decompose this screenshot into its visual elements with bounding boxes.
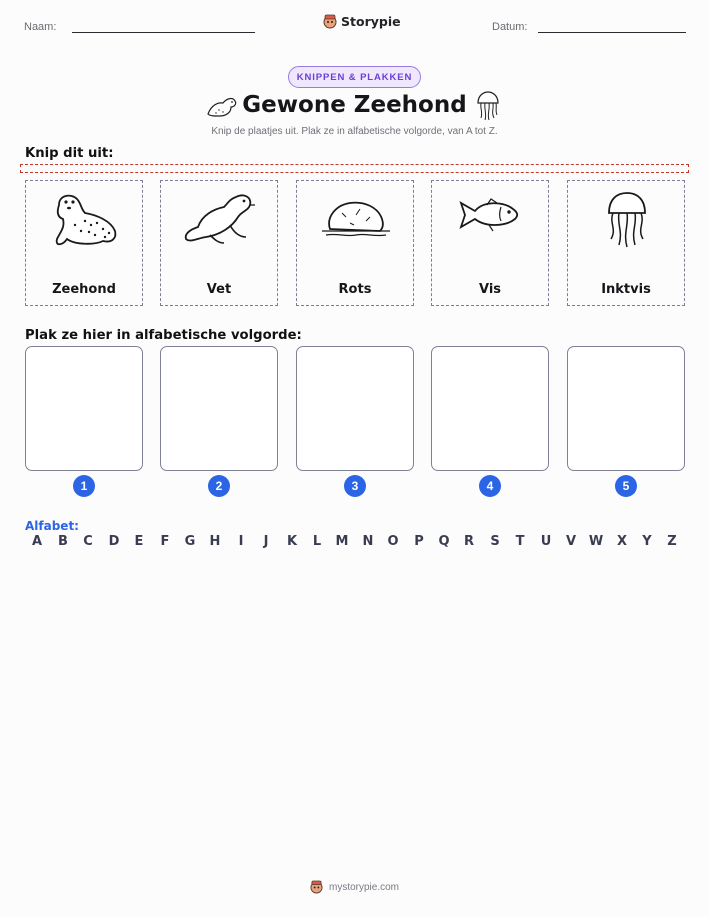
cut-card-rots[interactable]: [296, 180, 414, 306]
cut-heading: Knip dit uit:: [25, 146, 114, 161]
slot-number-1: 1: [73, 475, 95, 497]
card-label-inktvis: Inktvis: [601, 282, 651, 297]
alphabet-letter: T: [515, 534, 525, 549]
fish-icon: [451, 187, 531, 249]
alphabet-letter: W: [588, 534, 604, 549]
alphabet-letter: A: [31, 534, 43, 549]
alphabet-letter: K: [286, 534, 298, 549]
footer: [0, 880, 709, 894]
name-label: Naam:: [24, 21, 57, 33]
alphabet-letter: O: [387, 534, 399, 549]
paste-slot-2[interactable]: [160, 346, 278, 471]
alphabet-letter: H: [209, 534, 221, 549]
alphabet-letter: Z: [667, 534, 677, 549]
card-label-vet: Vet: [206, 282, 232, 297]
alphabet-letter: R: [463, 534, 474, 549]
cut-card-vet[interactable]: [160, 180, 278, 306]
cut-card-inktvis[interactable]: [567, 180, 685, 306]
alphabet-letter: U: [540, 534, 552, 549]
card-label-vis: Vis: [478, 282, 502, 297]
slot-number-2: 2: [208, 475, 230, 497]
paste-heading: Plak ze hier in alfabetische volgorde:: [25, 328, 302, 343]
storypie-mascot-icon: [323, 14, 337, 29]
activity-badge: KNIPPEN & PLAKKEN: [288, 66, 421, 88]
cut-card-vis[interactable]: [431, 180, 549, 306]
alphabet-letter: E: [134, 534, 144, 549]
card-label-zeehond: Zeehond: [52, 282, 116, 297]
alphabet-letter: X: [616, 534, 628, 549]
alphabet-letter: B: [58, 534, 68, 549]
paste-slot-3[interactable]: [296, 346, 414, 471]
seal-icon: [45, 187, 125, 249]
jellyfish-icon: [474, 90, 502, 122]
alphabet-letter: G: [184, 534, 196, 549]
cut-line: [20, 164, 689, 173]
rock-icon: [316, 187, 396, 249]
slot-number-5: 5: [615, 475, 637, 497]
slot-number-4: 4: [479, 475, 501, 497]
instructions: Knip de plaatjes uit. Plak ze in alfabetische volgorde, van A tot Z.: [211, 126, 498, 137]
alphabet-letter: F: [160, 534, 170, 549]
alphabet-letter: I: [238, 534, 244, 549]
brand-name: Storypie: [341, 14, 401, 29]
paste-slot-4[interactable]: [431, 346, 549, 471]
jellyfish-icon: [587, 187, 667, 249]
alphabet-letter: L: [312, 534, 322, 549]
slot-number-3: 3: [344, 475, 366, 497]
alphabet-letter: V: [565, 534, 577, 549]
paste-slot-1[interactable]: [25, 346, 143, 471]
alphabet-letter: S: [490, 534, 500, 549]
name-line: [72, 32, 255, 33]
alphabet-letter: Q: [438, 534, 450, 549]
alphabet-letter: N: [362, 534, 374, 549]
cut-card-zeehond[interactable]: [25, 180, 143, 306]
brand-logo: [323, 14, 401, 29]
paste-slot-5[interactable]: [567, 346, 685, 471]
page-title: Gewone Zeehond: [242, 92, 467, 118]
alphabet-letter: P: [414, 534, 424, 549]
alphabet-letter: C: [83, 534, 93, 549]
alphabet-title: Alfabet:: [25, 519, 79, 533]
alphabet-letter: M: [335, 534, 349, 549]
card-label-rots: Rots: [338, 282, 372, 297]
alphabet-letter: D: [108, 534, 120, 549]
storypie-mascot-icon: [310, 880, 323, 894]
alphabet-letter: Y: [642, 534, 652, 549]
date-line: [538, 32, 686, 33]
sea-lion-icon: [180, 187, 260, 249]
footer-url[interactable]: mystorypie.com: [328, 881, 399, 893]
date-label: Datum:: [492, 21, 528, 33]
alphabet-letter: J: [263, 534, 269, 549]
